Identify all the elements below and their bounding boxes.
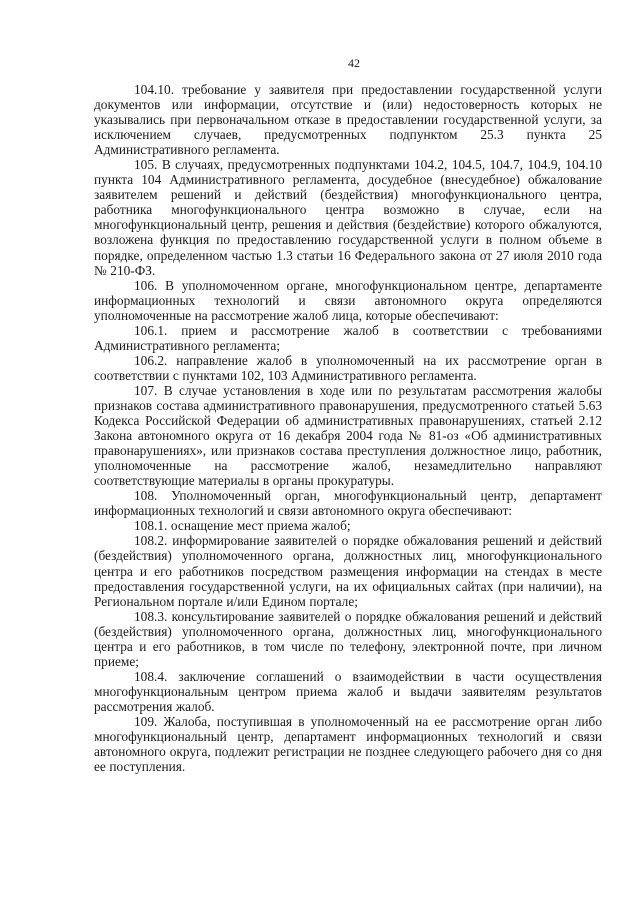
paragraph-108: 108. Уполномоченный орган, многофункциональный центр, департамент информационных технологий и связи автономного округа обеспечивают:: [94, 488, 602, 519]
paragraph-106: 106. В уполномоченном органе, многофункциональном центре, департаменте информационных технологий и связи автономного округа определяются уполномоченные на рассмотрение жалоб лица, которые обеспечивают:: [94, 277, 602, 323]
paragraph-109: 109. Жалоба, поступившая в уполномоченный на ее рассмотрение орган либо многофункциональный центр, департамент информационных технологий и связи автономного округа, подлежит регистрации не позднее следующего рабочего дня со дня ее поступления.: [94, 713, 602, 775]
paragraph-108-1: 108.1. оснащение мест приема жалоб;: [134, 518, 351, 534]
paragraph-106-1: 106.1. прием и рассмотрение жалоб в соответствии с требованиями Административного регламента;: [94, 322, 602, 353]
paragraph-107: 107. В случае установления в ходе или по результатам рассмотрения жалобы признаков состава административного правонарушения, предусмотренного статьей 5.63 Кодекса Российской Федерации об административных правонарушениях, статьей 2.12 Закона автономного округа от 16 декабря 2004 года № 81-оз «Об административных правонарушениях», или признаков состава преступления должностное лицо, работник, уполномоченные на рассмотрение жалоб, незамедлительно направляют соответствующие материалы в органы прокуратуры.: [94, 382, 602, 489]
paragraph-106-2: 106.2. направление жалоб в уполномоченный на их рассмотрение орган в соответствии с пунктами 102, 103 Административного регламента.: [94, 352, 602, 383]
page-number: 42: [348, 56, 360, 70]
paragraph-104-10: 104.10. требование у заявителя при предоставлении государственной услуги документов или информации, отсутствие и (или) недостоверность которых не указывались при первоначальном отказе в предоставлении государственной услуги, за исключением случаев, предусмотренных подпунктом 25.3 пункта 25 Административного регламента.: [94, 82, 602, 158]
paragraph-108-3: 108.3. консультирование заявителей о порядке обжалования решений и действий (бездействия) уполномоченного органа, должностных лиц, многофункционального центра и его работников, в том числе по телефону, электронной почте, при личном приеме;: [94, 608, 602, 669]
paragraph-108-2: 108.2. информирование заявителей о порядке обжалования решений и действий (бездействия) уполномоченного органа, должностных лиц, многофункционального центра и его работников посредством размещения информации на стендах в месте предоставления государственной услуги, на их официальных сайтах (при наличии), на Региональном портале и/или Едином портале;: [94, 533, 602, 609]
paragraph-105: 105. В случаях, предусмотренных подпунктами 104.2, 104.5, 104.7, 104.9, 104.10 пункта 104 Административного регламента, досудебное (внесудебное) обжалование заявителем решений и действий (бездействия) многофункционального центра, работника многофункционального центра возможно в случае, если на многофункциональный центр, решения и действия (бездействие) которого обжалуются, возложена функция по предоставлению государственной услуги в полном объеме в порядке, определенном частью 1.3 статьи 16 Федерального закона от 27 июля 2010 года № 210-ФЗ.: [94, 157, 602, 278]
paragraph-108-4: 108.4. заключение соглашений о взаимодействии в части осуществления многофункциональным центром приема жалоб и выдачи заявителям результатов рассмотрения жалоб.: [94, 668, 602, 714]
